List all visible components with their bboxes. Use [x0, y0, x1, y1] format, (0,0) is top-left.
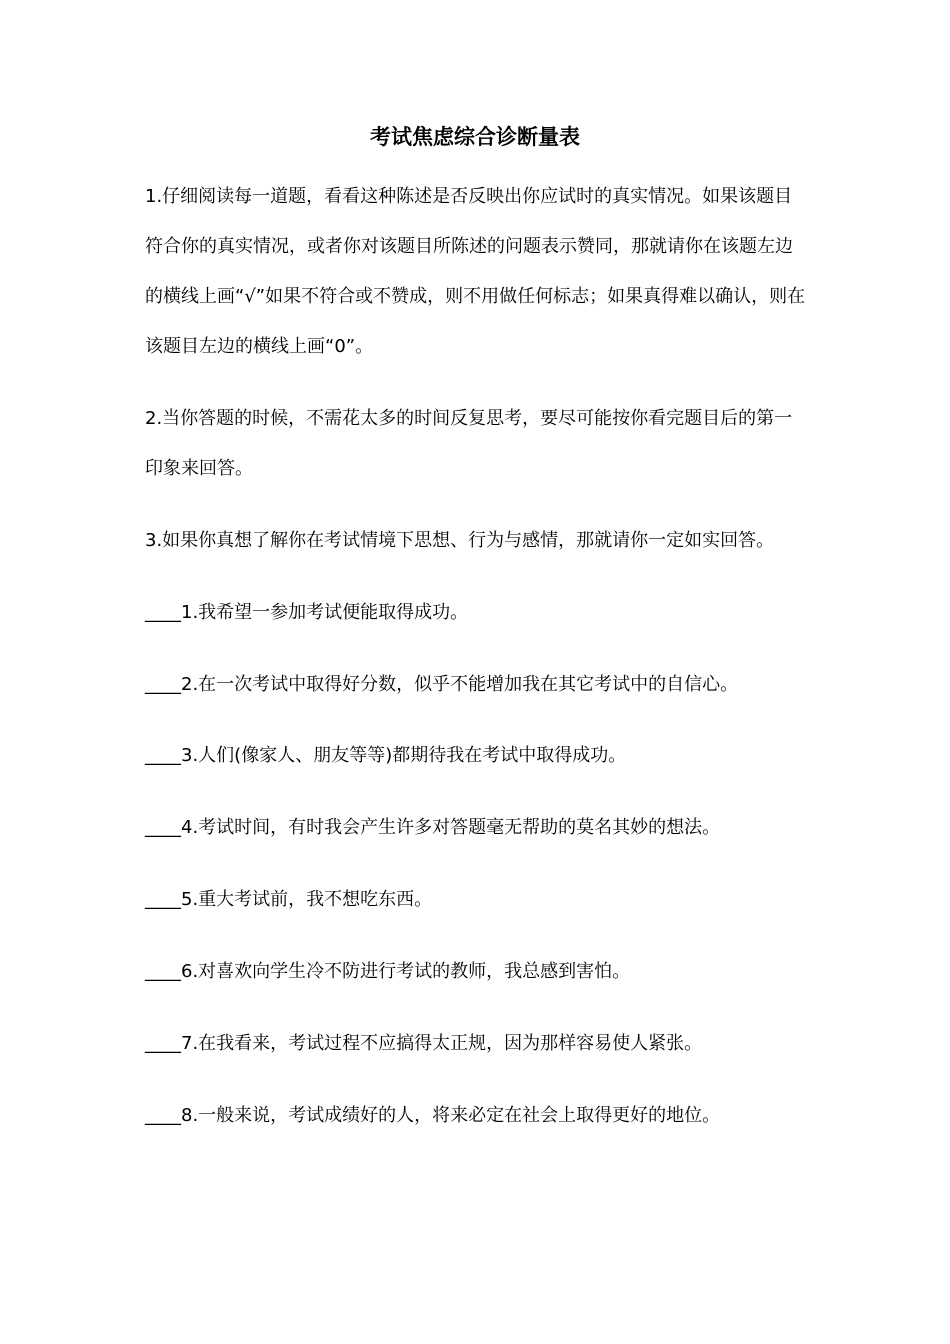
instruction-1: 1.仔细阅读每一道题，看看这种陈述是否反映出你应试时的真实情况。如果该题目符合你的真实情况，或者你对该题目所陈述的问题表示赞同，那就请你在该题左边的横线上画“√”如果不符合或不赞成，则不用做任何标志；如果真得难以确认，则在该题目左边的横线上画“0”。 [145, 186, 806, 357]
question-item-6: ____6.对喜欢向学生冷不防进行考试的教师，我总感到害怕。 [145, 961, 631, 982]
question-item-2: ____2.在一次考试中取得好分数，似乎不能增加我在其它考试中的自信心。 [145, 674, 739, 695]
question-item-4: ____4.考试时间，有时我会产生许多对答题毫无帮助的莫名其妙的想法。 [145, 817, 721, 838]
question-item-7: ____7.在我看来，考试过程不应搞得太正规，因为那样容易使人紧张。 [145, 1033, 703, 1054]
question-item-5: ____5.重大考试前，我不想吃东西。 [145, 889, 433, 910]
question-item-3: ____3.人们(像家人、朋友等等)都期待我在考试中取得成功。 [145, 745, 627, 766]
instruction-3: 3.如果你真想了解你在考试情境下思想、行为与感情，那就请你一定如实回答。 [145, 530, 775, 551]
instruction-2: 2.当你答题的时候，不需花太多的时间反复思考，要尽可能按你看完题目后的第一印象来回答。 [145, 408, 793, 479]
question-item-1: ____1.我希望一参加考试便能取得成功。 [145, 602, 469, 623]
document-title: 考试焦虑综合诊断量表 [370, 124, 580, 149]
question-item-8: ____8.一般来说，考试成绩好的人，将来必定在社会上取得更好的地位。 [145, 1105, 721, 1126]
